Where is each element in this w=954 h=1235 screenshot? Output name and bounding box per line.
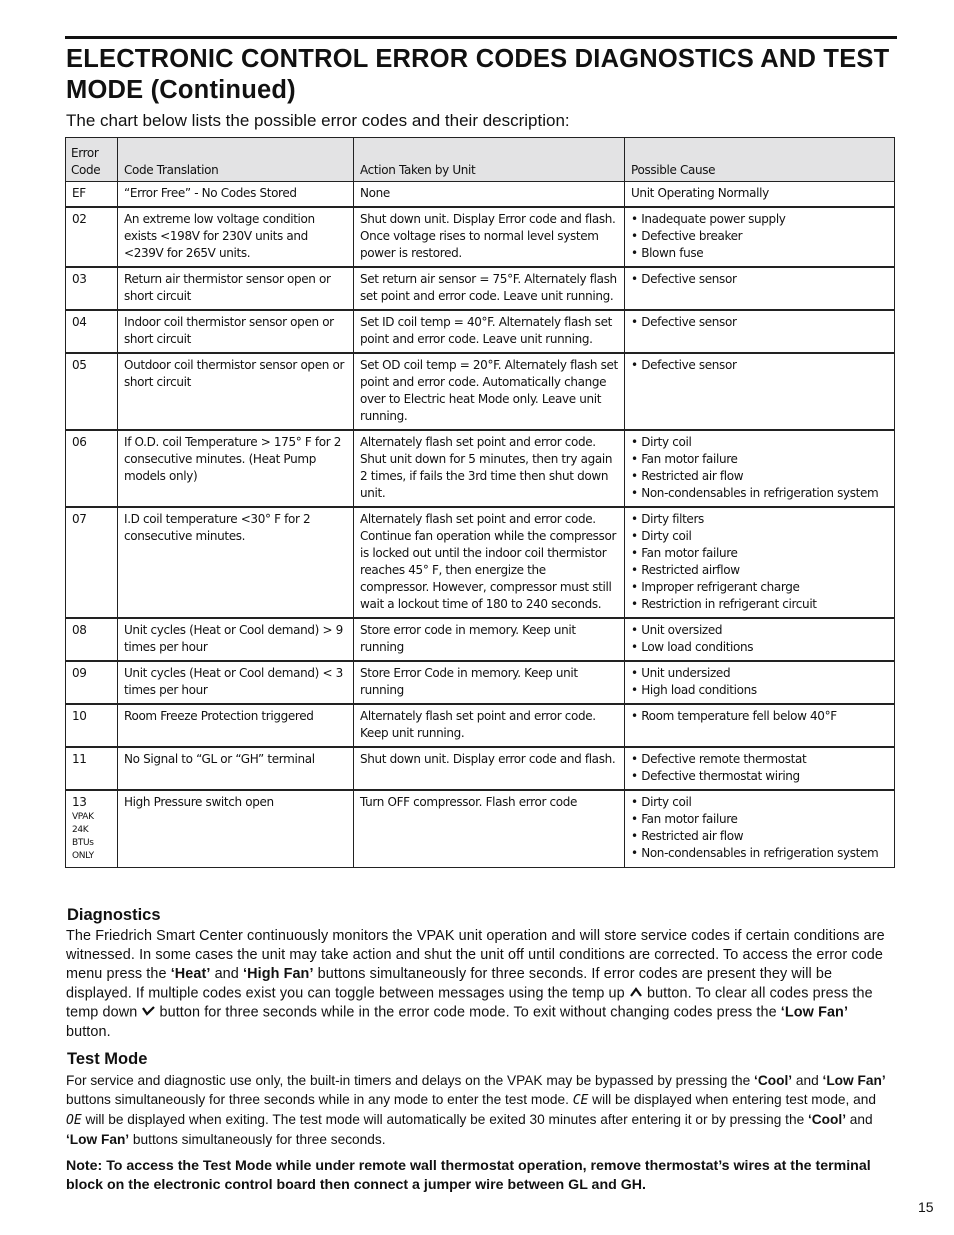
cause-item: • Non-condensables in refrigeration system: [631, 846, 879, 860]
error-code: 02: [72, 212, 87, 226]
ce-display-code: CE: [572, 1093, 589, 1108]
table-row: [66, 430, 895, 507]
cause-item: • Blown fuse: [631, 246, 704, 260]
cause-item: Unit Operating Normally: [631, 186, 769, 200]
possible-cause-cell: [625, 704, 895, 747]
cause-item: • Defective thermostat wiring: [631, 769, 800, 783]
col-header-possible-cause: Possible Cause: [625, 138, 895, 182]
error-code-cell: [66, 704, 118, 747]
cool-button-ref: ‘Cool’: [807, 1112, 846, 1127]
error-code-cell: [66, 310, 118, 353]
low-fan-button-ref: ‘Low Fan’: [780, 1004, 849, 1021]
action-cell: Shut down unit. Display error code and flash.: [354, 747, 625, 790]
error-code: 05: [72, 358, 87, 372]
test-mode-paragraph: [66, 1071, 890, 1149]
possible-cause-cell: [625, 353, 895, 430]
code-translation-cell: If O.D. coil Temperature > 175° F for 2 consecutive minutes. (Heat Pump models only): [118, 430, 354, 507]
cause-item: • Restriction in refrigerant circuit: [631, 597, 817, 611]
test-mode-text: For service and diagnostic use only, the built-in timers and delays on the VPAK may be bypassed by pressing the: [66, 1073, 755, 1088]
code-translation-cell: Return air thermistor sensor open or short circuit: [118, 267, 354, 310]
low-fan-button-ref: ‘Low Fan’: [66, 1132, 130, 1147]
cause-item: • Improper refrigerant charge: [631, 580, 800, 594]
possible-cause-cell: [625, 618, 895, 661]
code-translation-cell: No Signal to “GL or “GH” terminal: [118, 747, 354, 790]
error-code: 10: [72, 709, 87, 723]
error-code: 13: [72, 795, 87, 809]
code-translation-cell: Unit cycles (Heat or Cool demand) > 9 times per hour: [118, 618, 354, 661]
cause-item: • Fan motor failure: [631, 812, 738, 826]
error-code-cell: [66, 267, 118, 310]
col-header-error-code: Error Code: [66, 138, 118, 182]
cause-item: • Dirty coil: [631, 435, 692, 449]
table-row: [66, 267, 895, 310]
error-code-cell: [66, 747, 118, 790]
error-code: 07: [72, 512, 87, 526]
error-code-note: VPAK: [72, 812, 94, 822]
possible-cause-cell: [625, 430, 895, 507]
table-row: [66, 182, 895, 208]
action-cell: Shut down unit. Display Error code and flash. Once voltage rises to normal level system power is restored.: [354, 207, 625, 267]
error-code: 09: [72, 666, 87, 680]
code-translation-cell: Outdoor coil thermistor sensor open or short circuit: [118, 353, 354, 430]
cause-item: • Defective sensor: [631, 315, 737, 329]
test-mode-text: buttons simultaneously for three seconds while in any mode to enter the test mode.: [66, 1092, 573, 1107]
error-code-cell: [66, 618, 118, 661]
action-cell: None: [354, 182, 625, 208]
action-cell: Set ID coil temp = 40°F. Alternately flash set point and error code. Leave unit running.: [354, 310, 625, 353]
table-row: [66, 704, 895, 747]
error-code-note: 24K BTUs: [72, 825, 94, 848]
cause-item: • Defective sensor: [631, 358, 737, 372]
cause-item: • Unit undersized: [631, 666, 731, 680]
col-header-action: Action Taken by Unit: [354, 138, 625, 182]
table-row: [66, 207, 895, 267]
high-fan-button-ref: ‘High Fan’: [243, 966, 314, 982]
top-rule: [65, 36, 897, 39]
test-mode-text: and: [846, 1112, 873, 1127]
possible-cause-cell: [625, 661, 895, 704]
diagnostics-text: The Friedrich Smart Center continuously monitors the VPAK unit operation and will store service codes if certain conditions are witnessed. In some cases the unit may take action and shut the unit off until conditions are corrected. To access the error code menu press the: [66, 928, 885, 982]
temp-up-icon: [629, 984, 643, 1003]
heat-button-ref: ‘Heat’: [170, 966, 211, 982]
error-code-cell: [66, 182, 118, 208]
code-translation-cell: High Pressure switch open: [118, 790, 354, 868]
action-cell: Alternately flash set point and error code. Keep unit running.: [354, 704, 625, 747]
action-cell: Set OD coil temp = 20°F. Alternately flash set point and error code. Automatically change over to Electric heat Mode only. Leave unit running.: [354, 353, 625, 430]
error-code-note: ONLY: [72, 851, 94, 861]
code-translation-cell: I.D coil temperature <30° F for 2 consecutive minutes.: [118, 507, 354, 618]
cause-item: • Defective breaker: [631, 229, 743, 243]
table-header-row: [66, 138, 895, 182]
cause-item: • Restricted airflow: [631, 563, 740, 577]
low-fan-button-ref: ‘Low Fan’: [822, 1073, 886, 1088]
test-mode-text: buttons simultaneously for three seconds.: [129, 1132, 386, 1147]
cause-item: • Unit oversized: [631, 623, 723, 637]
page-title: ELECTRONIC CONTROL ERROR CODES DIAGNOSTICS AND TEST MODE (Continued): [66, 45, 890, 104]
cause-item: • High load conditions: [631, 683, 757, 697]
table-row: [66, 790, 895, 868]
table-row: [66, 661, 895, 704]
cause-item: • Restricted air flow: [631, 469, 744, 483]
test-mode-text: will be displayed when exiting. The test mode will automatically be exited 30 minutes after entering it or by pressing the: [81, 1112, 808, 1127]
cause-item: • Defective remote thermostat: [631, 752, 807, 766]
cause-item: • Defective sensor: [631, 272, 737, 286]
cool-button-ref: ‘Cool’: [754, 1073, 793, 1088]
possible-cause-cell: [625, 182, 895, 208]
action-cell: Turn OFF compressor. Flash error code: [354, 790, 625, 868]
table-body: [66, 182, 895, 868]
diagnostics-text: buttons simultaneously for three seconds. If error codes are present they will be displayed. If multiple codes exist you can toggle between messages using the temp up: [66, 966, 833, 1002]
error-code: 04: [72, 315, 87, 329]
intro-text: The chart below lists the possible error codes and their description:: [66, 111, 570, 130]
possible-cause-cell: [625, 747, 895, 790]
note-paragraph: Note: To access the Test Mode while under remote wall thermostat operation, remove thermostat’s wires at the terminal block on the electronic control board then connect a jumper wire between GL and GH.: [66, 1158, 871, 1193]
possible-cause-cell: [625, 207, 895, 267]
test-mode-text: and: [792, 1073, 823, 1088]
action-cell: Alternately flash set point and error code. Continue fan operation while the compressor is locked out until the indoor coil thermistor reaches 45° F, then energize the compressor. However, compressor must still wait a lockout time of 180 to 240 seconds.: [354, 507, 625, 618]
col-header-code-translation: Code Translation: [118, 138, 354, 182]
error-code: 08: [72, 623, 87, 637]
table-row: [66, 747, 895, 790]
diagnostics-paragraph: [66, 927, 890, 1042]
code-translation-cell: Room Freeze Protection triggered: [118, 704, 354, 747]
cause-item: • Inadequate power supply: [631, 212, 786, 226]
page-number: 15: [918, 1199, 934, 1215]
code-translation-cell: Unit cycles (Heat or Cool demand) < 3 times per hour: [118, 661, 354, 704]
error-code: 03: [72, 272, 87, 286]
cause-item: • Dirty filters: [631, 512, 704, 526]
cause-item: • Room temperature fell below 40°F: [631, 709, 837, 723]
test-mode-heading: Test Mode: [67, 1050, 148, 1068]
cause-item: • Low load conditions: [631, 640, 754, 654]
possible-cause-cell: [625, 310, 895, 353]
cause-item: • Dirty coil: [631, 529, 692, 543]
possible-cause-cell: [625, 790, 895, 868]
error-code-cell: [66, 353, 118, 430]
error-code: EF: [72, 186, 86, 200]
cause-item: • Restricted air flow: [631, 829, 744, 843]
cause-item: • Fan motor failure: [631, 452, 738, 466]
diagnostics-text: button.: [66, 1023, 111, 1040]
action-cell: Store error code in memory. Keep unit running: [354, 618, 625, 661]
cause-item: • Dirty coil: [631, 795, 692, 809]
error-code-cell: [66, 790, 118, 868]
possible-cause-cell: [625, 267, 895, 310]
cause-item: • Non-condensables in refrigeration system: [631, 486, 879, 500]
diagnostics-text: and: [210, 966, 243, 982]
error-code: 06: [72, 435, 87, 449]
diagnostics-text: button for three seconds while in the error code mode. To exit without changing codes press the: [155, 1004, 781, 1021]
action-cell: Alternately flash set point and error code. Shut unit down for 5 minutes, then try again 2 times, if fails the 3rd time then shut down unit.: [354, 430, 625, 507]
code-translation-cell: An extreme low voltage condition exists <198V for 230V units and <239V for 265V units.: [118, 207, 354, 267]
error-code-cell: [66, 507, 118, 618]
cause-item: • Fan motor failure: [631, 546, 738, 560]
temp-down-icon: [141, 1003, 155, 1022]
code-translation-cell: “Error Free” - No Codes Stored: [118, 182, 354, 208]
action-cell: Set return air sensor = 75°F. Alternately flash set point and error code. Leave unit running.: [354, 267, 625, 310]
error-code-cell: [66, 661, 118, 704]
table-row: [66, 507, 895, 618]
possible-cause-cell: [625, 507, 895, 618]
error-code-cell: [66, 207, 118, 267]
table-row: [66, 353, 895, 430]
table-row: [66, 618, 895, 661]
error-code: 11: [72, 752, 87, 766]
diagnostics-text: button. To clear all codes press the temp down: [66, 985, 873, 1021]
action-cell: Store Error Code in memory. Keep unit running: [354, 661, 625, 704]
code-translation-cell: Indoor coil thermistor sensor open or short circuit: [118, 310, 354, 353]
diagnostics-heading: Diagnostics: [67, 906, 161, 924]
error-code-table: [65, 137, 895, 868]
error-code-cell: [66, 430, 118, 507]
table-row: [66, 310, 895, 353]
oe-display-code: OE: [66, 1113, 82, 1128]
test-mode-text: will be displayed when entering test mode, and: [588, 1092, 876, 1107]
